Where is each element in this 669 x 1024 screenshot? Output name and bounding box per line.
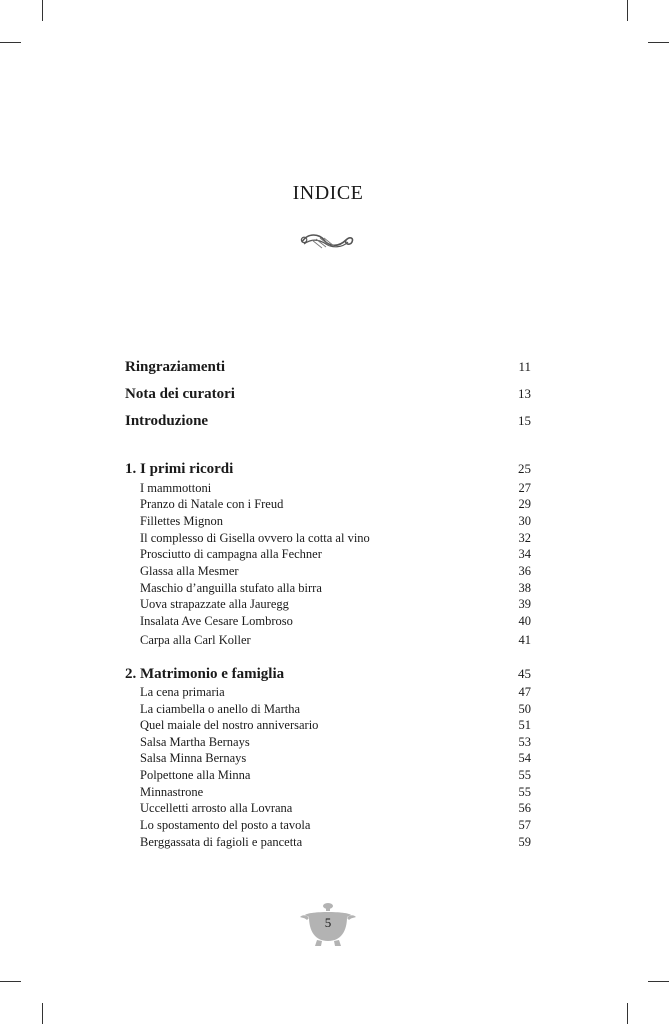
toc-subentry-page: 32: [518, 531, 531, 545]
toc-subentry-label: Minnastrone: [140, 785, 204, 799]
toc-subentry-page: 39: [518, 597, 531, 611]
page-title: INDICE: [292, 182, 364, 204]
toc-subentry-page: 53: [518, 735, 531, 749]
toc-chapter[interactable]: [125, 461, 531, 478]
toc-subentry-page: 56: [518, 801, 531, 815]
toc-chapter-page: 45: [518, 666, 531, 681]
toc-subentry-page: 55: [518, 768, 531, 782]
toc-entry-page: 15: [518, 413, 531, 428]
toc-subentry[interactable]: [125, 702, 531, 717]
toc-subentry[interactable]: [125, 718, 531, 733]
toc-entry-label: Introduzione: [125, 413, 209, 429]
toc-subentry-label: Lo spostamento del posto a tavola: [140, 818, 311, 832]
toc-subentry-page: 36: [518, 564, 531, 578]
toc-subentry[interactable]: [125, 751, 531, 766]
toc-subentry[interactable]: [125, 597, 531, 612]
toc-subentry-page: 51: [518, 718, 531, 732]
page-number: 5: [324, 915, 332, 930]
toc-entry-label: Nota dei curatori: [125, 386, 235, 402]
toc-subentry-label: Glassa alla Mesmer: [140, 564, 239, 578]
toc-subentry[interactable]: [125, 497, 531, 512]
crop-mark: [648, 981, 669, 982]
toc-subentry[interactable]: [125, 531, 531, 546]
toc-subentry-label: Uova strapazzate alla Jauregg: [140, 597, 289, 611]
toc-subentry-page: 50: [518, 702, 531, 716]
toc-subentry-label: Uccelletti arrosto alla Lovrana: [140, 801, 293, 815]
toc-entry-front[interactable]: [125, 386, 531, 403]
toc-chapter-label: 2. Matrimonio e famiglia: [125, 666, 285, 682]
toc-subentry[interactable]: [125, 564, 531, 579]
toc-subentry-page: 40: [518, 614, 531, 628]
toc-subentry-page: 38: [518, 581, 531, 595]
crop-mark: [648, 42, 669, 43]
toc-subentry-label: Maschio d’anguilla stufato alla birra: [140, 581, 322, 595]
toc-subentry-page: 54: [518, 751, 531, 765]
toc-entry-label: Ringraziamenti: [125, 359, 225, 375]
toc-subentry[interactable]: [125, 514, 531, 529]
toc-subentry-label: Pranzo di Natale con i Freud: [140, 497, 284, 511]
toc-subentry-page: 29: [518, 497, 531, 511]
crop-mark: [627, 1003, 628, 1024]
toc-subentry-label: La cena primaria: [140, 685, 225, 699]
toc-subentry[interactable]: [125, 801, 531, 816]
crop-mark: [42, 1003, 43, 1024]
toc-subentry-page: 30: [518, 514, 531, 528]
toc-subentry[interactable]: [125, 818, 531, 833]
crop-mark: [0, 42, 21, 43]
crop-mark: [0, 981, 21, 982]
toc-subentry[interactable]: [125, 685, 531, 700]
toc-subentry-page: 47: [518, 685, 531, 699]
toc-subentry-label: Salsa Minna Bernays: [140, 751, 247, 765]
toc-subentry[interactable]: [125, 768, 531, 783]
flourish-ornament-icon: [298, 228, 356, 254]
toc-subentry-label: Prosciutto di campagna alla Fechner: [140, 547, 322, 561]
toc-subentry-label: Berggassata di fagioli e pancetta: [140, 835, 303, 849]
crop-mark: [627, 0, 628, 21]
toc-subentry[interactable]: [125, 785, 531, 800]
toc-subentry-label: Carpa alla Carl Koller: [140, 633, 251, 647]
toc-subentry-page: 57: [518, 818, 531, 832]
toc-subentry-label: Insalata Ave Cesare Lombroso: [140, 614, 293, 628]
toc-subentry[interactable]: [125, 481, 531, 496]
toc-subentry-page: 34: [518, 547, 531, 561]
toc-subentry[interactable]: [125, 835, 531, 850]
toc-subentry[interactable]: [125, 547, 531, 562]
toc-subentry[interactable]: [125, 581, 531, 596]
toc-subentry-label: Il complesso di Gisella ovvero la cotta al vino: [140, 531, 370, 545]
toc-subentry-page: 59: [518, 835, 531, 849]
crop-mark: [42, 0, 43, 21]
toc-subentry-page: 55: [518, 785, 531, 799]
toc-entry-page: 13: [518, 386, 531, 401]
toc-subentry-label: Quel maiale del nostro anniversario: [140, 718, 319, 732]
toc-subentry-label: La ciambella o anello di Martha: [140, 702, 301, 716]
toc-chapter-label: 1. I primi ricordi: [125, 461, 234, 477]
toc-subentry-label: Fillettes Mignon: [140, 514, 223, 528]
toc-subentry[interactable]: [125, 633, 531, 648]
toc-subentry-label: Polpettone alla Minna: [140, 768, 251, 782]
toc-subentry-label: I mammottoni: [140, 481, 212, 495]
toc-chapter[interactable]: [125, 666, 531, 683]
toc-subentry-page: 41: [518, 633, 531, 647]
toc-entry-page: 11: [518, 359, 531, 374]
toc-subentry[interactable]: [125, 735, 531, 750]
toc-entry-front[interactable]: [125, 359, 531, 376]
toc-subentry-page: 27: [518, 481, 531, 495]
toc-subentry[interactable]: [125, 614, 531, 629]
toc-entry-front[interactable]: [125, 413, 531, 430]
toc-subentry-label: Salsa Martha Bernays: [140, 735, 250, 749]
toc-chapter-page: 25: [518, 461, 531, 476]
